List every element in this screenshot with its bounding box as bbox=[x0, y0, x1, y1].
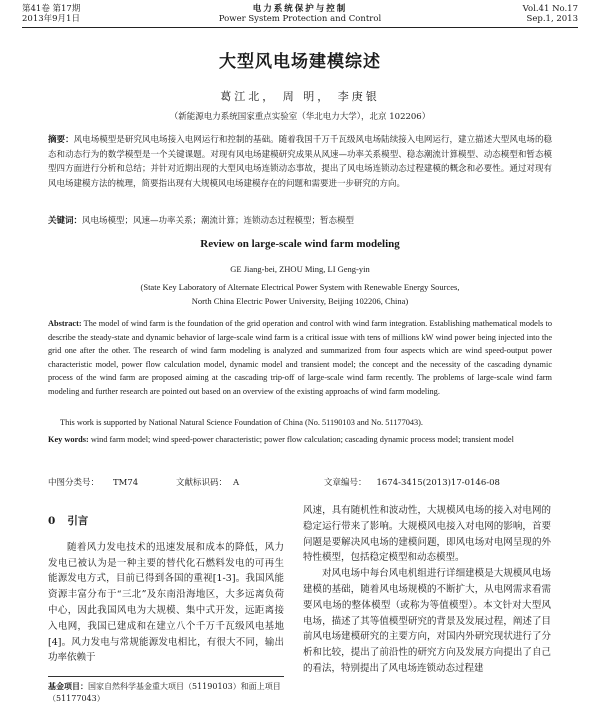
abstract-en bbox=[48, 317, 552, 398]
doc-label: 文献标识码： bbox=[176, 478, 228, 488]
intro-paragraph-1: 随着风力发电技术的迅速发展和成本的降低，风力发电已被认为是一种主要的替代化石燃料发电的可再生能源发电方式，目前已得到各国的重视[1-3]。我国风能资源丰富分布于“三北”及东南沿海地区，大多远离负荷中心，因此我国风电为大规模、集中式开发，远距离接入电网，我国已建成和在建立八个千万千瓦级风电基地[4]。风力发电与常规能源发电相比，有很大不同，输出功率依赖于 bbox=[48, 541, 284, 664]
footnote-text: 国家自然科学基金重大项目（51190103）和面上项目（51177043） bbox=[48, 682, 281, 703]
author-list: 葛江北， 周 明， 李庚银 bbox=[220, 90, 380, 103]
article-number bbox=[324, 476, 500, 488]
journal-name-cn: 电力系统保护与控制 bbox=[252, 4, 348, 14]
footnote-funding bbox=[48, 680, 284, 705]
keywords-en-text: wind farm model; wind speed-power characteristic; power flow calculation; cascading dynamic process model; transient model bbox=[90, 435, 514, 444]
clc-label: 中图分类号： bbox=[48, 478, 100, 488]
keywords-en bbox=[48, 433, 552, 447]
abstract-en-label: Abstract: bbox=[48, 319, 82, 328]
keywords-cn-label: 关键词： bbox=[48, 216, 83, 226]
header-date-cn: 2013年9月1日 bbox=[22, 14, 80, 24]
header-issue-en bbox=[523, 4, 578, 24]
section-title: 引言 bbox=[67, 515, 89, 527]
clc-code bbox=[48, 476, 138, 488]
keywords-en-label: Key words: bbox=[48, 435, 89, 444]
paper-title-en: Review on large-scale wind farm modeling bbox=[200, 238, 400, 250]
section-number: 0 bbox=[48, 515, 56, 527]
abstract-cn bbox=[48, 133, 552, 191]
body-column-left bbox=[48, 512, 284, 666]
abstract-cn-text: 风电场模型是研究风电场接入电网运行和控制的基础。随着我国千万千瓦级风电场陆续接入电网运行，建立描述大型风电场的稳态和动态行为的数学模型是一个关键课题。对现有风电场建模研究成果从风速—功率关系模型、稳态潮流计算模型、动态模型和暂态模型四方面进行分析和总结；并针对近期出现的大型风电场连锁动态事故，提出了风电场连锁动态过程建模的概念和必要性。通过对现有风电场建模方法的梳理，简要指出现有大规模风电场建模存在的问题和需要进一步研究的方向。 bbox=[48, 135, 552, 189]
clc-value: TM74 bbox=[113, 478, 139, 488]
affiliation-en bbox=[0, 280, 600, 308]
keywords-cn-text: 风电场模型；风速—功率关系；潮流计算；连锁动态过程模型；暂态模型 bbox=[82, 216, 355, 226]
abstract-en-text: The model of wind farm is the foundation of the grid operation and control with wind farm integration. Establishing mathematical models to describe the steady-state and dynamic behavior of large-scale wind farm is a critical issue with tens of millions kW wind power being injected into the grid one after the other. The research of wind farm modeling is analyzed and summarized from four aspects which are wind speed-output power characteristic model, power flow calculation model, dynamic model and transient model; the concept and the necessity of the cascading dynamic process of the wind farm are proposed aiming at the cascading trip-off of large-scale wind farm recently. The problems of large-scale wind farm modeling and further research are pointed out based on an overview of the existing approachs of wind farm modeling. bbox=[48, 319, 552, 396]
article-label: 文章编号： bbox=[324, 478, 367, 488]
journal-name-en: Power System Protection and Control bbox=[218, 14, 382, 24]
header-date-en: Sep.1, 2013 bbox=[526, 14, 578, 24]
affiliation-en-line1: (State Key Laboratory of Alternate Electrical Power System with Renewable Energy Sources, bbox=[140, 282, 460, 292]
doc-code bbox=[176, 476, 239, 488]
header-journal bbox=[22, 4, 578, 24]
intro-paragraph-1-cont: 风速，具有随机性和波动性，大规模风电场的接入对电网的稳定运行带来了影响。大规模风电接入对电网的影响，首要问题是要解决风电场的建模问题，即风电场对电网呈现的外特性模型，包括稳定模型和动态模型。 bbox=[303, 505, 551, 564]
abstract-cn-label: 摘要： bbox=[48, 135, 74, 145]
footnote-label: 基金项目： bbox=[48, 681, 88, 691]
affiliation-en-line2: North China Electric Power University, Beijing 102206, China) bbox=[191, 296, 409, 306]
footnote-rule bbox=[48, 676, 284, 677]
funding-statement-en: This work is supported by National Natural Science Foundation of China (No. 51190103 and No. 51177043). bbox=[60, 418, 424, 427]
author-list-en: GE Jiang-bei, ZHOU Ming, LI Geng-yin bbox=[230, 264, 370, 274]
affiliation: （新能源电力系统国家重点实验室（华北电力大学），北京 102206） bbox=[169, 112, 431, 122]
keywords-cn bbox=[48, 214, 552, 226]
running-header bbox=[22, 4, 578, 28]
body-column-right bbox=[303, 503, 551, 677]
header-rule bbox=[22, 27, 578, 28]
header-volume-en: Vol.41 No.17 bbox=[522, 4, 578, 14]
paper-title: 大型风电场建模综述 bbox=[219, 52, 381, 72]
section-heading bbox=[48, 514, 284, 530]
header-volume-cn: 第41卷 第17期 bbox=[22, 4, 81, 14]
article-value: 1674-3415(2013)17-0146-08 bbox=[376, 478, 500, 488]
intro-paragraph-2: 对风电场中每台风电机组进行详细建模是大规模风电场建模的基础，随着风电场规模的不断扩大，从电网需求看需要风电场的整体模型（或称为等值模型）。本文针对大型风电场，描述了其等值模型研究的背景及发展过程，阐述了目前风电场建模研究的主要方向，对国内外研究现状进行了分析和比较，提出了前沿性的研究方向及发展方向提出了自己的看法，特别提出了风电场连锁动态过程建 bbox=[303, 568, 551, 674]
doc-value: A bbox=[233, 478, 240, 488]
